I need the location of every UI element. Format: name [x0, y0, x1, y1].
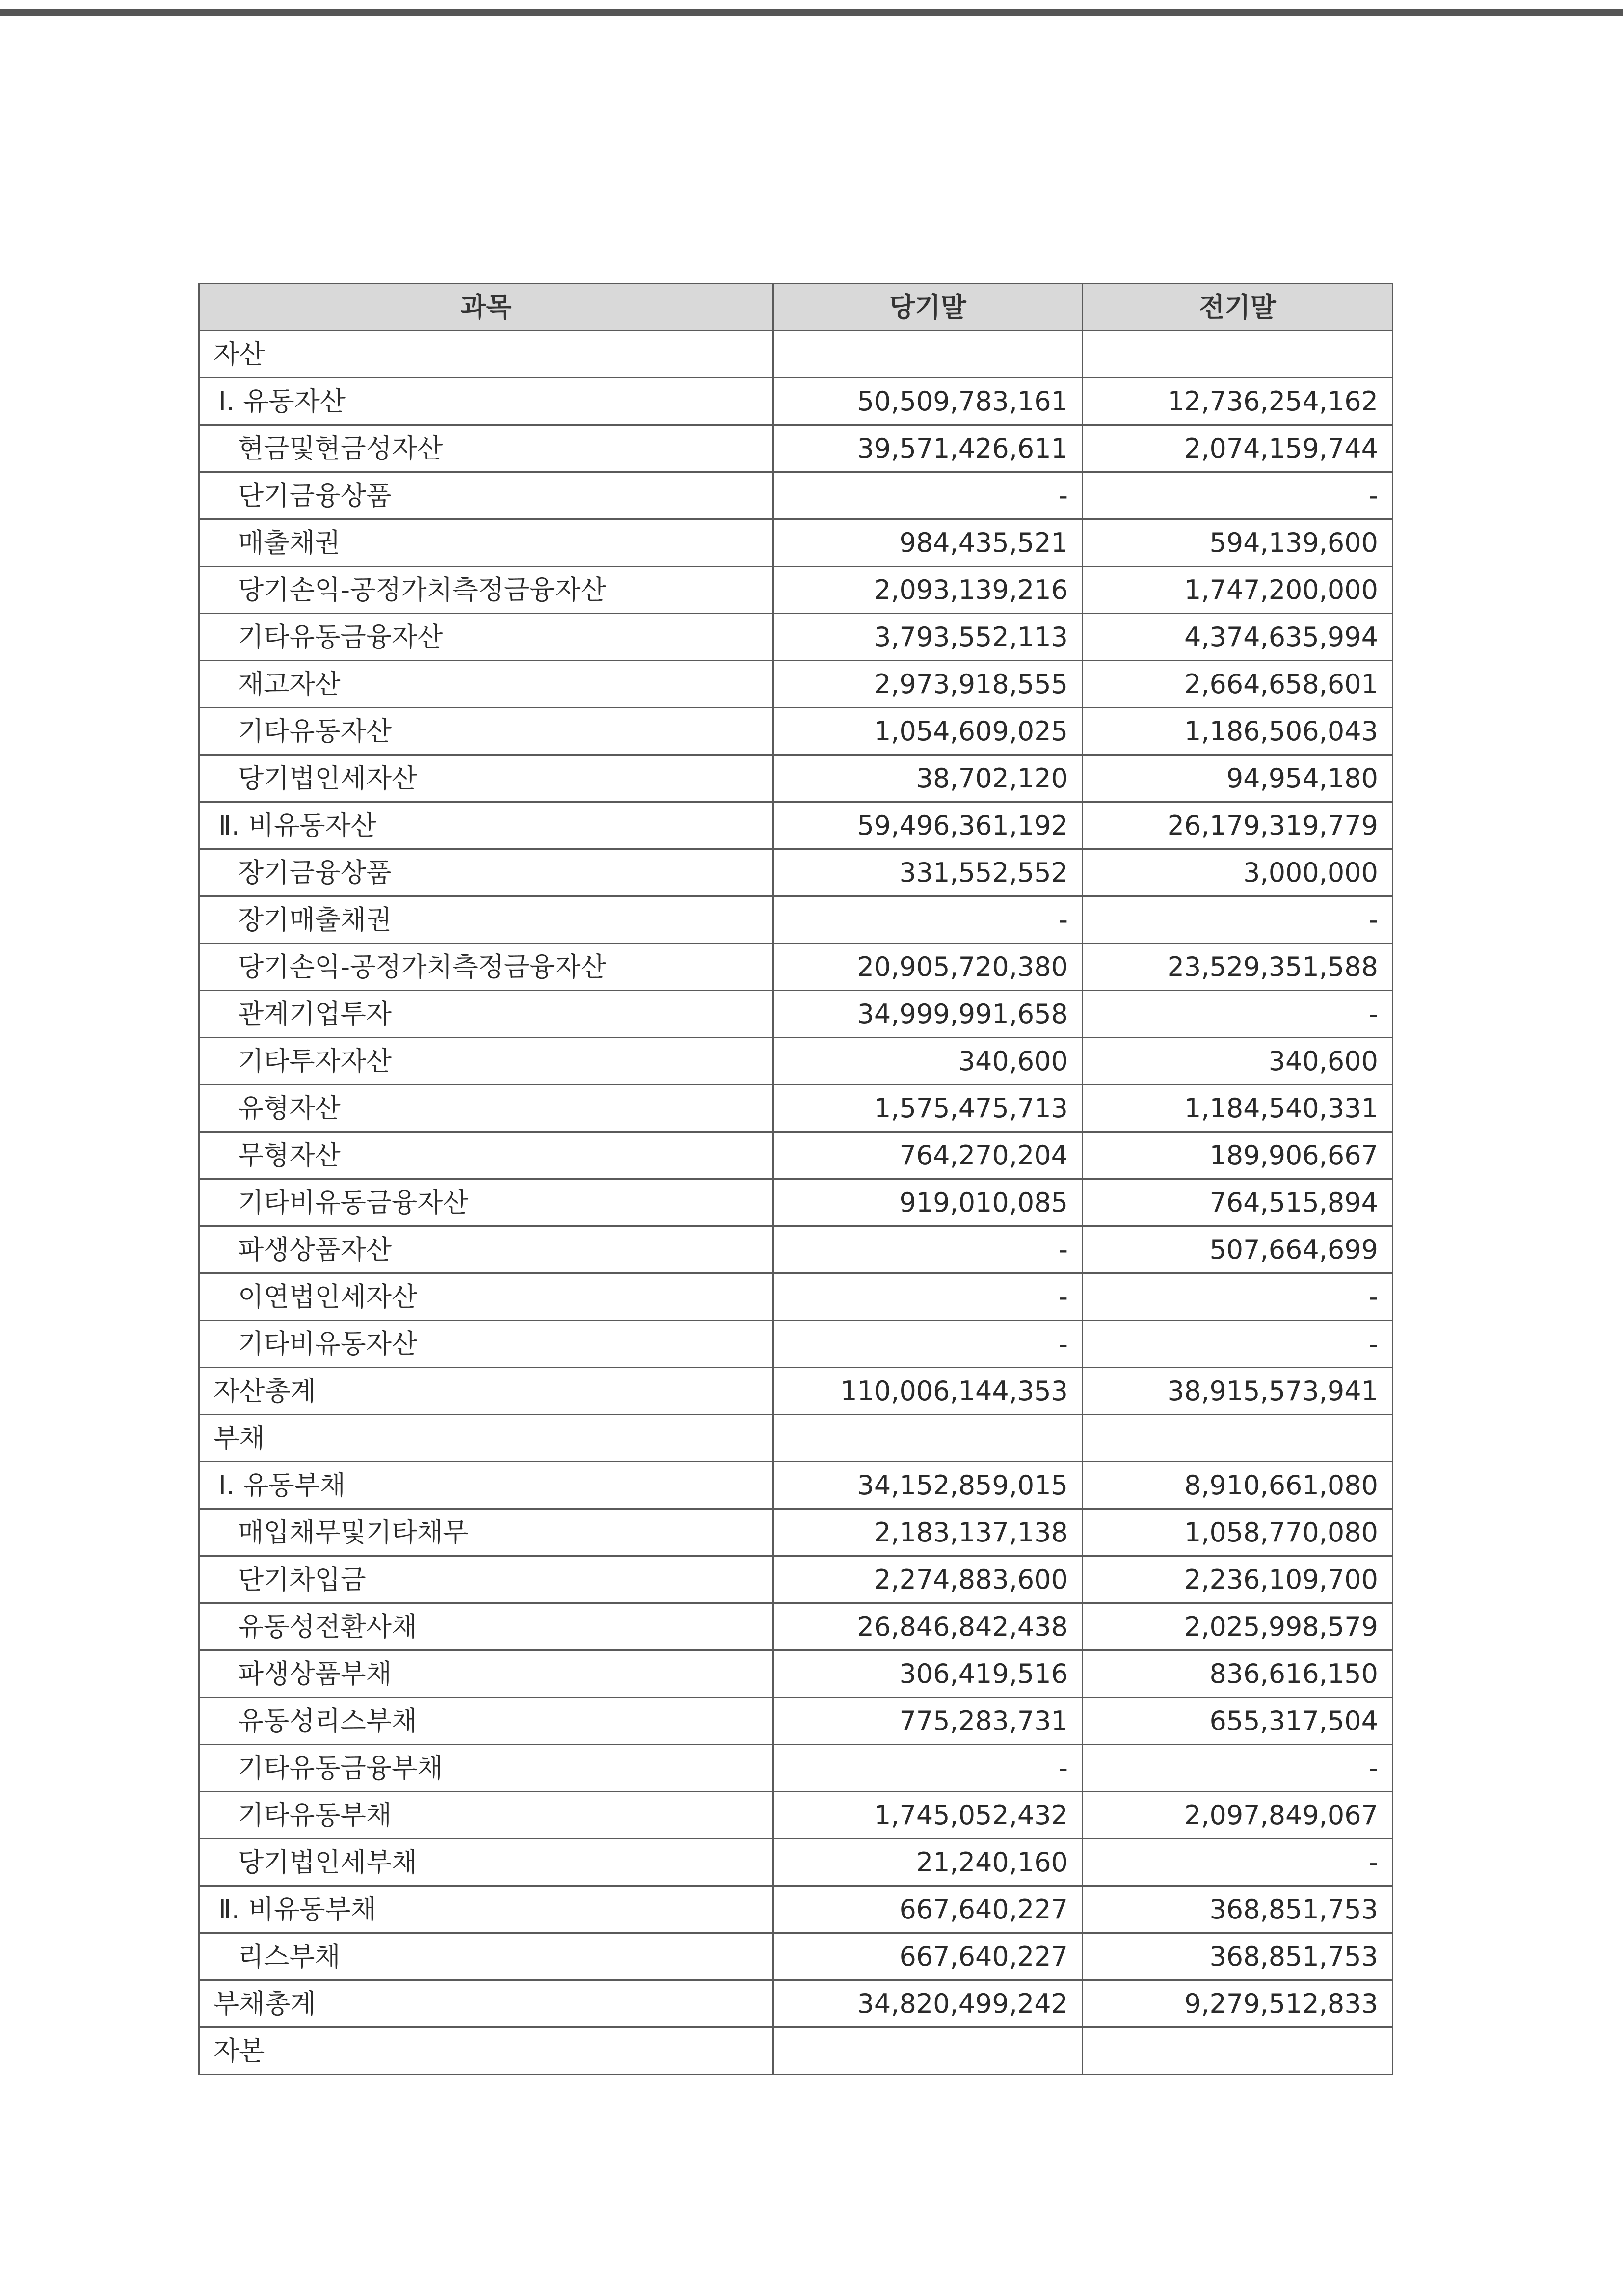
current-period-amount-cell: 21,240,160: [773, 1839, 1083, 1886]
account-name-cell: 부채: [199, 1415, 773, 1462]
table-row: [199, 896, 1393, 944]
balance-sheet-table: [198, 283, 1393, 2075]
account-name-cell: 장기매출채권: [199, 896, 773, 944]
current-period-amount-cell: 306,419,516: [773, 1650, 1083, 1698]
table-row: [199, 1179, 1393, 1226]
account-name-cell: 당기손익-공정가치측정금융자산: [199, 567, 773, 614]
current-period-amount-cell: 764,270,204: [773, 1132, 1083, 1179]
table-row: [199, 1321, 1393, 1368]
account-name-cell: 당기법인세부채: [199, 1839, 773, 1886]
account-name-cell: 당기법인세자산: [199, 755, 773, 802]
prior-period-amount-cell: [1083, 331, 1393, 378]
current-period-amount-cell: 2,183,137,138: [773, 1509, 1083, 1556]
table-row: [199, 1462, 1393, 1509]
table-row: [199, 1933, 1393, 1980]
header-current-period: 당기말: [773, 284, 1083, 331]
current-period-amount-cell: [773, 2027, 1083, 2075]
current-period-amount-cell: 984,435,521: [773, 519, 1083, 567]
current-period-amount-cell: 59,496,361,192: [773, 802, 1083, 849]
prior-period-amount-cell: 3,000,000: [1083, 849, 1393, 896]
table-row: [199, 1509, 1393, 1556]
current-period-amount-cell: 775,283,731: [773, 1698, 1083, 1745]
account-name-cell: 기타비유동금융자산: [199, 1179, 773, 1226]
account-name-cell: 리스부채: [199, 1933, 773, 1980]
prior-period-amount-cell: 836,616,150: [1083, 1650, 1393, 1698]
current-period-amount-cell: 919,010,085: [773, 1179, 1083, 1226]
prior-period-amount-cell: -: [1083, 1839, 1393, 1886]
account-name-cell: 유형자산: [199, 1085, 773, 1132]
current-period-amount-cell: [773, 331, 1083, 378]
account-name-cell: 자본: [199, 2027, 773, 2075]
table-row: [199, 1745, 1393, 1792]
account-name-cell: 기타유동부채: [199, 1792, 773, 1839]
prior-period-amount-cell: -: [1083, 896, 1393, 944]
table-row: [199, 1980, 1393, 2027]
prior-period-amount-cell: 764,515,894: [1083, 1179, 1393, 1226]
current-period-amount-cell: -: [773, 896, 1083, 944]
current-period-amount-cell: 667,640,227: [773, 1886, 1083, 1933]
table-body: [199, 331, 1393, 2075]
prior-period-amount-cell: -: [1083, 1273, 1393, 1321]
prior-period-amount-cell: 12,736,254,162: [1083, 378, 1393, 425]
current-period-amount-cell: 1,745,052,432: [773, 1792, 1083, 1839]
prior-period-amount-cell: 2,236,109,700: [1083, 1556, 1393, 1603]
prior-period-amount-cell: 594,139,600: [1083, 519, 1393, 567]
prior-period-amount-cell: -: [1083, 1321, 1393, 1368]
account-name-cell: 현금및현금성자산: [199, 425, 773, 472]
current-period-amount-cell: 34,820,499,242: [773, 1980, 1083, 2027]
account-name-cell: Ⅰ. 유동부채: [199, 1462, 773, 1509]
account-name-cell: 무형자산: [199, 1132, 773, 1179]
account-name-cell: 매출채권: [199, 519, 773, 567]
table-header: [199, 284, 1393, 331]
table-row: [199, 1132, 1393, 1179]
account-name-cell: 이연법인세자산: [199, 1273, 773, 1321]
table-row: [199, 567, 1393, 614]
account-name-cell: Ⅰ. 유동자산: [199, 378, 773, 425]
account-name-cell: Ⅱ. 비유동자산: [199, 802, 773, 849]
current-period-amount-cell: 331,552,552: [773, 849, 1083, 896]
current-period-amount-cell: 3,793,552,113: [773, 614, 1083, 661]
table-row: [199, 425, 1393, 472]
prior-period-amount-cell: 2,664,658,601: [1083, 661, 1393, 708]
account-name-cell: 매입채무및기타채무: [199, 1509, 773, 1556]
account-name-cell: 기타비유동자산: [199, 1321, 773, 1368]
account-name-cell: Ⅱ. 비유동부채: [199, 1886, 773, 1933]
current-period-amount-cell: 20,905,720,380: [773, 944, 1083, 991]
table-row: [199, 1368, 1393, 1415]
prior-period-amount-cell: 8,910,661,080: [1083, 1462, 1393, 1509]
account-name-cell: 단기금융상품: [199, 472, 773, 519]
current-period-amount-cell: 50,509,783,161: [773, 378, 1083, 425]
current-period-amount-cell: 34,152,859,015: [773, 1462, 1083, 1509]
current-period-amount-cell: 667,640,227: [773, 1933, 1083, 1980]
account-name-cell: 장기금융상품: [199, 849, 773, 896]
current-period-amount-cell: 2,093,139,216: [773, 567, 1083, 614]
current-period-amount-cell: 26,846,842,438: [773, 1603, 1083, 1650]
current-period-amount-cell: -: [773, 472, 1083, 519]
table-row: [199, 1273, 1393, 1321]
current-period-amount-cell: 39,571,426,611: [773, 425, 1083, 472]
table-row: [199, 1650, 1393, 1698]
prior-period-amount-cell: 26,179,319,779: [1083, 802, 1393, 849]
current-period-amount-cell: 2,274,883,600: [773, 1556, 1083, 1603]
account-name-cell: 기타유동자산: [199, 708, 773, 755]
prior-period-amount-cell: -: [1083, 1745, 1393, 1792]
account-name-cell: 파생상품자산: [199, 1226, 773, 1273]
prior-period-amount-cell: 2,097,849,067: [1083, 1792, 1393, 1839]
prior-period-amount-cell: [1083, 2027, 1393, 2075]
prior-period-amount-cell: 94,954,180: [1083, 755, 1393, 802]
current-period-amount-cell: 110,006,144,353: [773, 1368, 1083, 1415]
current-period-amount-cell: 38,702,120: [773, 755, 1083, 802]
prior-period-amount-cell: 23,529,351,588: [1083, 944, 1393, 991]
prior-period-amount-cell: 340,600: [1083, 1038, 1393, 1085]
prior-period-amount-cell: 9,279,512,833: [1083, 1980, 1393, 2027]
table-row: [199, 1603, 1393, 1650]
header-prior-period: 전기말: [1083, 284, 1393, 331]
prior-period-amount-cell: 38,915,573,941: [1083, 1368, 1393, 1415]
table-row: [199, 849, 1393, 896]
current-period-amount-cell: -: [773, 1273, 1083, 1321]
current-period-amount-cell: -: [773, 1321, 1083, 1368]
table-row: [199, 802, 1393, 849]
current-period-amount-cell: 34,999,991,658: [773, 991, 1083, 1038]
prior-period-amount-cell: 4,374,635,994: [1083, 614, 1393, 661]
prior-period-amount-cell: 1,058,770,080: [1083, 1509, 1393, 1556]
table-row: [199, 1839, 1393, 1886]
table-row: [199, 2027, 1393, 2075]
table-row: [199, 1038, 1393, 1085]
table-row: [199, 1415, 1393, 1462]
table-row: [199, 614, 1393, 661]
prior-period-amount-cell: -: [1083, 991, 1393, 1038]
account-name-cell: 자산총계: [199, 1368, 773, 1415]
account-name-cell: 기타유동금융부채: [199, 1745, 773, 1792]
table-row: [199, 661, 1393, 708]
table-row: [199, 472, 1393, 519]
prior-period-amount-cell: [1083, 1415, 1393, 1462]
account-name-cell: 자산: [199, 331, 773, 378]
table-row: [199, 755, 1393, 802]
table-row: [199, 378, 1393, 425]
prior-period-amount-cell: 368,851,753: [1083, 1933, 1393, 1980]
table-row: [199, 1698, 1393, 1745]
table-row: [199, 331, 1393, 378]
prior-period-amount-cell: 1,747,200,000: [1083, 567, 1393, 614]
prior-period-amount-cell: 368,851,753: [1083, 1886, 1393, 1933]
table-row: [199, 944, 1393, 991]
header-account: 과목: [199, 284, 773, 331]
prior-period-amount-cell: 1,184,540,331: [1083, 1085, 1393, 1132]
table-row: [199, 1085, 1393, 1132]
prior-period-amount-cell: 507,664,699: [1083, 1226, 1393, 1273]
top-border-rule: [0, 9, 1623, 16]
prior-period-amount-cell: 2,074,159,744: [1083, 425, 1393, 472]
account-name-cell: 기타유동금융자산: [199, 614, 773, 661]
account-name-cell: 단기차입금: [199, 1556, 773, 1603]
account-name-cell: 파생상품부채: [199, 1650, 773, 1698]
table-row: [199, 1556, 1393, 1603]
current-period-amount-cell: [773, 1415, 1083, 1462]
table-row: [199, 991, 1393, 1038]
account-name-cell: 당기손익-공정가치측정금융자산: [199, 944, 773, 991]
current-period-amount-cell: -: [773, 1745, 1083, 1792]
prior-period-amount-cell: 655,317,504: [1083, 1698, 1393, 1745]
table-row: [199, 1886, 1393, 1933]
prior-period-amount-cell: 189,906,667: [1083, 1132, 1393, 1179]
current-period-amount-cell: -: [773, 1226, 1083, 1273]
table-row: [199, 1226, 1393, 1273]
prior-period-amount-cell: 1,186,506,043: [1083, 708, 1393, 755]
account-name-cell: 기타투자자산: [199, 1038, 773, 1085]
current-period-amount-cell: 340,600: [773, 1038, 1083, 1085]
current-period-amount-cell: 1,575,475,713: [773, 1085, 1083, 1132]
current-period-amount-cell: 1,054,609,025: [773, 708, 1083, 755]
account-name-cell: 부채총계: [199, 1980, 773, 2027]
current-period-amount-cell: 2,973,918,555: [773, 661, 1083, 708]
account-name-cell: 관계기업투자: [199, 991, 773, 1038]
table-row: [199, 519, 1393, 567]
prior-period-amount-cell: -: [1083, 472, 1393, 519]
account-name-cell: 재고자산: [199, 661, 773, 708]
account-name-cell: 유동성전환사채: [199, 1603, 773, 1650]
account-name-cell: 유동성리스부채: [199, 1698, 773, 1745]
table-row: [199, 708, 1393, 755]
table-row: [199, 1792, 1393, 1839]
prior-period-amount-cell: 2,025,998,579: [1083, 1603, 1393, 1650]
header-row: [199, 284, 1393, 331]
